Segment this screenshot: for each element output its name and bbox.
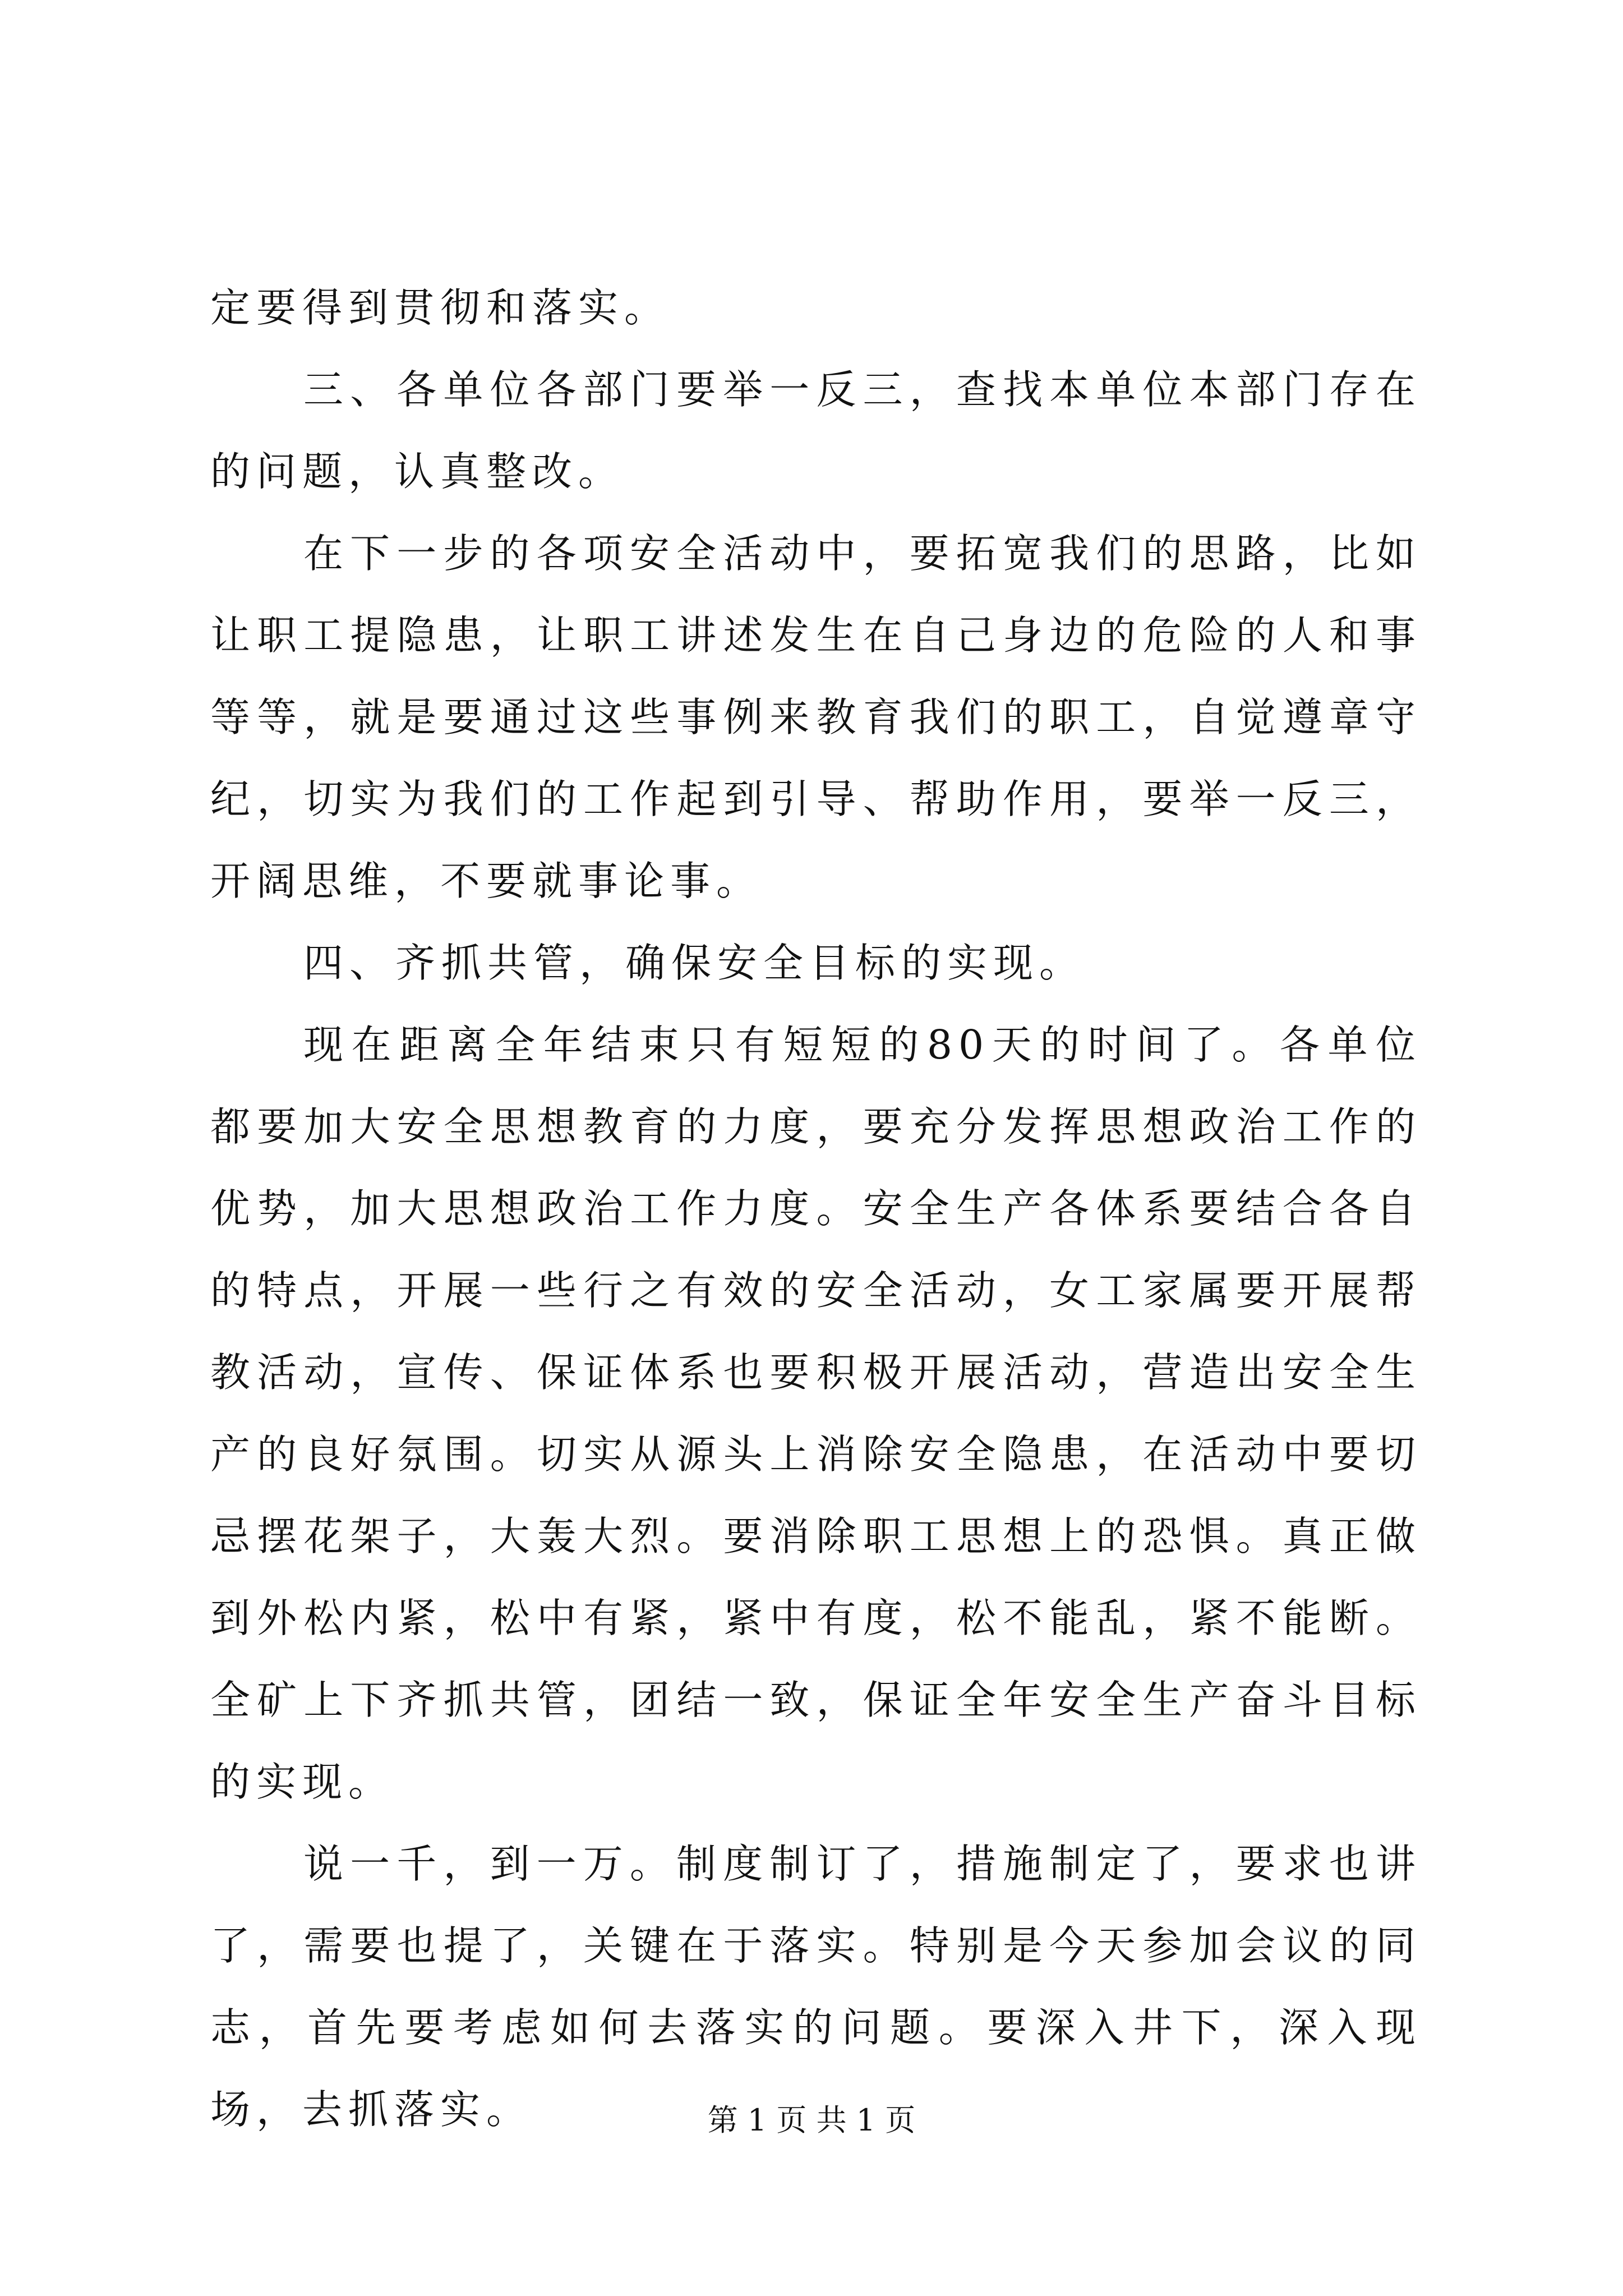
document-body — [210, 267, 1422, 2151]
paragraph-section-four: 四、齐抓共管，确保安全目标的实现。 — [303, 940, 1086, 986]
paragraph-safety-activities: 在下一步的各项安全活动中，要拓宽我们的思路，比如让职工提隐患，让职工讲述发生在自己身边的危险的人和事等等，就是要通过这些事例来教育我们的职工，自觉遵章守纪，切实为我们的工作起到引导、帮助作用，要举一反三，开阔思维，不要就事论事。 — [210, 530, 1422, 904]
paragraph-continuation: 定要得到贯彻和落实。 — [210, 284, 671, 331]
paragraph-year-end-goal: 现在距离全年结束只有短短的80天的时间了。各单位都要加大安全思想教育的力度，要充分发挥思想政治工作的优势，加大思想政治工作力度。安全生产各体系要结合各自的特点，开展一些行之有效的安全活动，女工家属要开展帮教活动，宣传、保证体系也要积极开展活动，营造出安全生产的良好氛围。切实从源头上消除安全隐患，在活动中要切忌摆花架子，大轰大烈。要消除职工思想上的恐惧。真正做到外松内紧，松中有紧，紧中有度，松不能乱，紧不能断。全矿上下齐抓共管，团结一致，保证全年安全生产奋斗目标的实现。 — [210, 1022, 1422, 1805]
paragraph-section-three: 三、各单位各部门要举一反三，查找本单位本部门存在的问题，认真整改。 — [210, 366, 1422, 495]
paragraph-implementation: 说一千，到一万。制度制订了，措施制定了，要求也讲了，需要也提了，关键在于落实。特别是今天参加会议的同志，首先要考虑如何去落实的问题。要深入井下，深入现场，去抓落实。 — [210, 1841, 1422, 2133]
page-footer: 第 1 页 共 1 页 — [707, 2102, 916, 2138]
